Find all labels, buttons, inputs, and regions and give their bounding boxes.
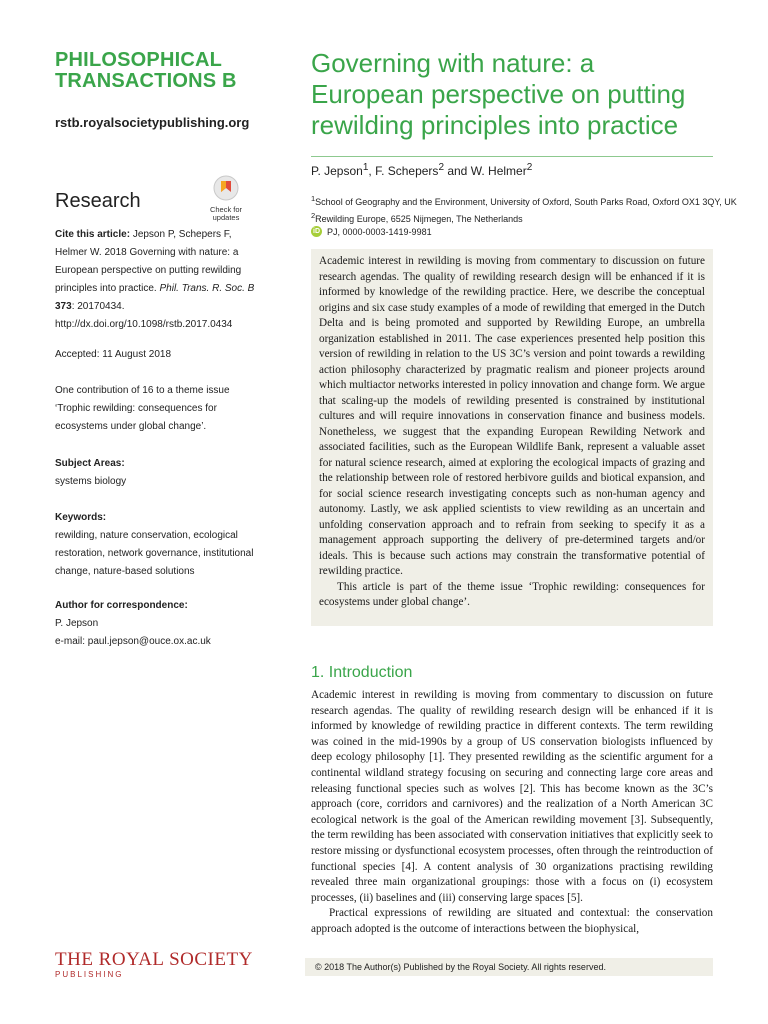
article-title: Governing with nature: a European perspective on putting rewilding principles into practice	[311, 48, 686, 140]
theme-contribution: One contribution of 16 to a theme issue ‘Trophic rewilding: consequences for ecosystems under global change’.	[55, 385, 230, 432]
copyright-bar: © 2018 The Author(s) Published by the Royal Society. All rights reserved.	[305, 958, 713, 976]
royal-society-logo	[55, 950, 253, 979]
correspondence	[55, 597, 255, 651]
cite-label: Cite this article:	[55, 229, 131, 240]
abstract-paragraph: Academic interest in rewilding is moving from commentary to discussion on future research agendas. The quality of rewilding research design will be enhanced if it is informed by knowledge of the rewilding practice. Here, we describe the conceptual origins and six case study examples of a mode of rewilding that emerged in the Dutch Delta and is being promoted and supported by Rewilding Europe, an umbrella organization established in 2011. The case experiences presented help position this version of rewilding in relation to the US 3C’s version and point towards a rewilding action philosophy characterized by pragmatic realism and pioneer projects around which multiactor networks interested in policy innovation and change form. We argue that scaling-up the models of rewilding presented is constrained by institutional cultures and will require innovations in conservation finance and business models. Nonetheless, we suggest that the expanding European Rewilding Network and associated facilities, such as the European Wildlife Bank, represent a valuable asset for natural science research, aimed at exploring the ecological impacts of grazing and the relationship between role of restored herbivore guilds and biotical expansion, and for social science research investigating concepts such as non-human agency and autonomy. Lastly, we ask applied scientists to view rewilding as an uncertain and unfolding conservation approach and to refrain from seeking to specify it as a management approach supporting the delivery of pre-determined targets and/or ideals. This is because such actions may constrain the transformative potential of rewilding practice.	[319, 255, 705, 577]
crossmark-label-line1: Check for	[209, 205, 243, 214]
affiliation-sup: 1	[311, 194, 316, 203]
author-separator: and	[444, 164, 471, 178]
keywords-heading: Keywords:	[55, 512, 107, 523]
author-list	[311, 162, 532, 178]
affiliation-sup: 2	[311, 211, 316, 220]
citation-block	[55, 226, 255, 334]
author-3[interactable]: W. Helmer	[470, 164, 527, 178]
affiliation-text: Rewilding Europe, 6525 Nijmegen, The Netherlands	[315, 214, 523, 224]
accepted-date: Accepted: 11 August 2018	[55, 349, 172, 360]
author-2[interactable]: F. Schepers	[375, 164, 439, 178]
publisher-sub: PUBLISHING	[55, 970, 124, 979]
subject-heading: Subject Areas:	[55, 458, 125, 469]
crossmark-icon	[213, 175, 239, 201]
introduction-body	[311, 688, 713, 938]
publisher-name: THE ROYAL SOCIETY	[55, 949, 253, 970]
subject-text[interactable]: systems biology	[55, 476, 127, 487]
journal-name-line2: TRANSACTIONS B	[55, 70, 237, 92]
article-type: Research	[55, 190, 141, 212]
subject-areas	[55, 455, 255, 491]
intro-paragraph: Academic interest in rewilding is moving from commentary to discussion on future research agendas. The quality of rewilding research design will be enhanced if it is informed by knowledge of rewilding practice in different contexts. The term rewilding was coined in the mid-1990s by a group of US conservation biologists influenced by deep ecology philosophy [1]. They presented rewilding as the scientific argument for a continental wildland strategy focusing on securing and connecting large core areas and releasing functional species such as wolves [2]. This has become known as the 3C’s approach (core, corridors and carnivores) and the realization of a North American 3C ecological network is the goal of the American rewilding movement [3]. Subsequently, the term rewilding has been associated with conservation initiatives that explicitly seek to restore missing or dysfunctional ecosystem processes, often through the reintroduction of functional species [4]. A content analysis of 30 organizations practising rewilding revealed three main organizational groupings: those with a focus on (i) ecosystem processes, (ii) baselines and (iii) conserving large spaces [5].	[311, 689, 713, 904]
correspondence-heading: Author for correspondence:	[55, 600, 188, 611]
affiliation	[311, 192, 737, 209]
title-divider	[311, 156, 713, 157]
keywords-text: rewilding, nature conservation, ecological restoration, network governance, institutional change, nature-based solutions	[55, 530, 254, 577]
orcid-text[interactable]: PJ, 0000-0003-1419-9981	[327, 226, 432, 237]
journal-name	[55, 50, 237, 92]
author-3-sup: 2	[526, 162, 533, 173]
crossmark-badge[interactable]	[206, 175, 246, 222]
correspondence-email[interactable]: e-mail: paul.jepson@ouce.ox.ac.uk	[55, 636, 211, 647]
cite-volume: 373	[55, 301, 72, 312]
cite-text: Jepson P, Schepers F, Helmer W. 2018 Governing with nature: a European perspective on putting rewilding principles into practice.	[55, 229, 242, 294]
author-separator: ,	[368, 164, 376, 178]
cite-doi[interactable]: http://dx.doi.org/10.1098/rstb.2017.0434	[55, 319, 233, 330]
correspondence-name: P. Jepson	[55, 618, 99, 629]
orcid-line[interactable]	[311, 226, 432, 237]
keywords	[55, 509, 255, 581]
author-1[interactable]: P. Jepson	[311, 164, 363, 178]
section-heading-introduction: 1. Introduction	[311, 664, 413, 681]
crossmark-label-line2: updates	[212, 213, 240, 222]
author-2-sup: 2	[438, 162, 444, 173]
journal-url[interactable]: rstb.royalsocietypublishing.org	[55, 115, 250, 130]
cite-article-no: : 20170434.	[71, 301, 125, 312]
orcid-icon: iD	[313, 228, 320, 235]
journal-name-line1: PHILOSOPHICAL	[55, 49, 223, 71]
cite-journal: Phil. Trans. R. Soc. B	[159, 283, 255, 294]
intro-paragraph: Practical expressions of rewilding are situated and contextual: the conservation approach adopted is the outcome of interactions between the biophysical,	[311, 907, 713, 935]
author-1-sup: 1	[362, 162, 369, 173]
affiliation-text: School of Geography and the Environment, University of Oxford, South Parks Road, Oxford OX1 3QY, UK	[315, 197, 737, 207]
affiliation	[311, 209, 737, 226]
abstract	[311, 249, 713, 626]
affiliations	[311, 192, 737, 226]
abstract-theme-note: This article is part of the theme issue ‘Trophic rewilding: consequences for ecosystems under global change’.	[319, 580, 705, 608]
